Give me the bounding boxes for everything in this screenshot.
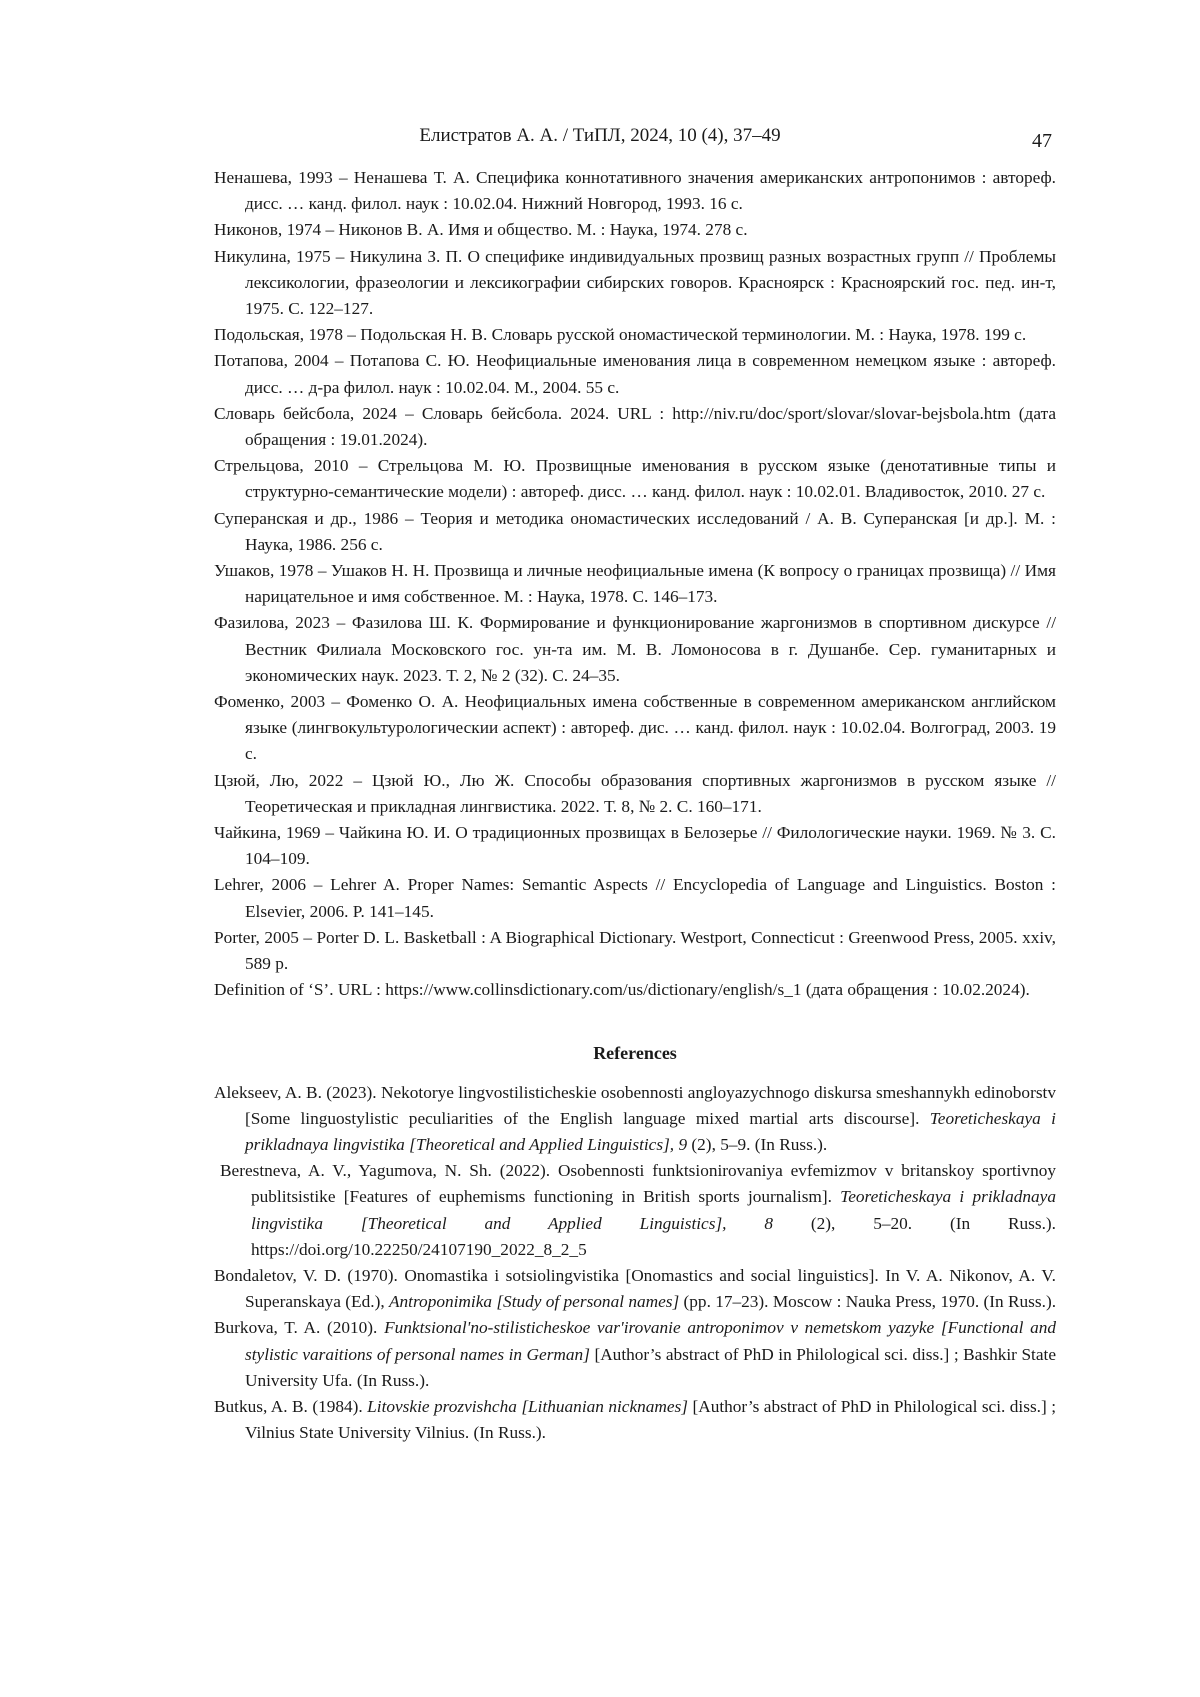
- reference-entry: [214, 1080, 1056, 1159]
- reference-source-title: Teoreticheskaya i prikladnaya lingvistika [Theoretical and Applied Linguistics], 9: [245, 1108, 1056, 1154]
- reference-text: Burkova, T. A. (2010).: [214, 1318, 385, 1338]
- reference-text: [Author’s abstract of PhD in Philological sci. diss.] ; Vilnius State University Vilnius. (In Russ.).: [245, 1396, 1056, 1443]
- bibliography-entry: Фоменко, 2003 – Фоменко О. А. Неофициальных имена собственные в современном американском английском языке (лингвокультурологическии аспект) : автореф. дис. … канд. филол. наук : 10.02.04. Волгоград, 2003. 19 с.: [214, 692, 1056, 764]
- bibliography-entry: Словарь бейсбола, 2024 – Словарь бейсбола. 2024. URL : http://niv.ru/doc/sport/slovar/slovar-bejsbola.htm (дата обращения : 19.01.2024).: [214, 403, 1056, 450]
- bibliography-entry: Никулина, 1975 – Никулина З. П. О специфике индивидуальных прозвищ разных возрастных групп // Проблемы лексикологии, фразеологии и лексикографии сибирских говоров. Красноярск : Красноярский гос. пед. ин-т, 1975. С. 122–127.: [214, 246, 1056, 319]
- reference-text: (2), 5–9. (In Russ.).: [687, 1134, 828, 1154]
- reference-list: [214, 165, 1056, 1446]
- reference-text: (pp. 17–23). Moscow : Nauka Press, 1970. (In Russ.).: [679, 1292, 1057, 1312]
- bibliography-entry: Lehrer, 2006 – Lehrer A. Proper Names: Semantic Aspects // Encyclopedia of Language and Linguistics. Boston : Elsevier, 2006. P. 141–145.: [214, 875, 1056, 921]
- reference-entry: [214, 1263, 1056, 1315]
- bibliography-entry: Фазилова, 2023 – Фазилова Ш. К. Формирование и функционирование жаргонизмов в спортивном дискурсе // Вестник Филиала Московского гос. ун-та им. М. В. Ломоносова в г. Душанбе. Сер. гуманитарных и экономических наук. 2023. Т. 2, № 2 (32). С. 24–35.: [214, 613, 1056, 685]
- bibliography-entry: Ушаков, 1978 – Ушаков Н. Н. Прозвища и личные неофициальные имена (К вопросу о границах прозвища) // Имя нарицательное и имя собственное. М. : Наука, 1978. С. 146–173.: [214, 561, 1056, 607]
- running-head: Елистратов А. А. / ТиПЛ, 2024, 10 (4), 37–49: [419, 125, 781, 146]
- bibliography-entry: Чайкина, 1969 – Чайкина Ю. И. О традиционных прозвищах в Белозерье // Филологические науки. 1969. № 3. С. 104–109.: [214, 823, 1056, 869]
- page-number: 47: [1032, 130, 1052, 152]
- reference-text: Berestneva, A. V., Yagumova, N. Sh. (2022). Osobennosti funktsionirovaniya evfemizmov v britanskoy sportivnoy publitsistike [Features of euphemisms functioning in British sports journalism].: [220, 1161, 1056, 1207]
- bibliography-entry: Стрельцова, 2010 – Стрельцова М. Ю. Прозвищные именования в русском языке (денотативные типы и структурно-семантические модели) : автореф. дисс. … канд. филол. наук : 10.02.01. Владивосток, 2010. 27 с.: [214, 456, 1056, 502]
- references-heading: References: [593, 1042, 677, 1063]
- bibliography-entry: Никонов, 1974 – Никонов В. А. Имя и общество. М. : Наука, 1974. 278 с.: [214, 220, 748, 240]
- reference-text: Butkus, A. B. (1984).: [214, 1396, 368, 1416]
- bibliography-entry: Ненашева, 1993 – Ненашева Т. А. Специфика коннотативного значения американских антропонимов : автореф. дисс. … канд. филол. наук : 10.02.04. Нижний Новгород, 1993. 16 с.: [214, 168, 1056, 214]
- bibliography-entry: Подольская, 1978 – Подольская Н. В. Словарь русской ономастической терминологии. М. : Наука, 1978. 199 с.: [214, 325, 1027, 345]
- reference-source-title: Teoreticheskaya i prikladnaya lingvistika [Theoretical and Applied Linguistics], 8: [251, 1187, 1056, 1233]
- reference-text: Bondaletov, V. D. (1970). Onomastika i sotsiolingvistika [Onomastics and social linguistics]. In V. A. Nikonov, A. V. Superanskaya (Ed.),: [214, 1265, 1056, 1312]
- bibliography-entry: Porter, 2005 – Porter D. L. Basketball : A Biographical Dictionary. Westport, Connecticut : Greenwood Press, 2005. xxiv, 589 p.: [214, 927, 1056, 974]
- reference-entry: [214, 1315, 1056, 1394]
- transliterated-references: [214, 1080, 1056, 1447]
- reference-text: (2), 5–20. (In Russ.). https://doi.org/10.22250/24107190_2022_8_2_5: [251, 1213, 1056, 1259]
- bibliography-entry: Definition of ‘S’. URL : https://www.collinsdictionary.com/us/dictionary/english/s_1 (дата обращения : 10.02.2024).: [214, 980, 1030, 1000]
- bibliography-entry: Цзюй, Лю, 2022 – Цзюй Ю., Лю Ж. Способы образования спортивных жаргонизмов в русском языке // Теоретическая и прикладная лингвистика. 2022. Т. 8, № 2. С. 160–171.: [214, 770, 1056, 816]
- reference-source-title: Funktsional'no-stilisticheskoe var'irovanie antroponimov v nemetskom yazyke [Functional and stylistic varaitions of personal names in German]: [245, 1318, 1056, 1364]
- bibliography-entry: Потапова, 2004 – Потапова С. Ю. Неофициальные именования лица в современном немецком языке : автореф. дисс. … д-ра филол. наук : 10.02.04. М., 2004. 55 с.: [214, 351, 1056, 397]
- reference-source-title: Litovskie prozvishcha [Lithuanian nicknames]: [367, 1396, 689, 1416]
- reference-text: [Author’s abstract of PhD in Philological sci. diss.] ; Bashkir State University Ufa. (In Russ.).: [245, 1344, 1056, 1390]
- reference-source-title: Antroponimika [Study of personal names]: [388, 1292, 680, 1312]
- bibliography-entry: Суперанская и др., 1986 – Теория и методика ономастических исследований / А. В. Суперанская [и др.]. М. : Наука, 1986. 256 с.: [214, 508, 1056, 554]
- reference-text: Alekseev, A. B. (2023). Nekotorye lingvostilisticheskie osobennosti angloyazychnogo diskursa smeshannykh edinoborstv [Some linguostylistic peculiarities of the English language mixed martial arts discourse].: [214, 1082, 1056, 1128]
- reference-entry: [214, 1158, 1056, 1263]
- reference-entry: [214, 1394, 1056, 1446]
